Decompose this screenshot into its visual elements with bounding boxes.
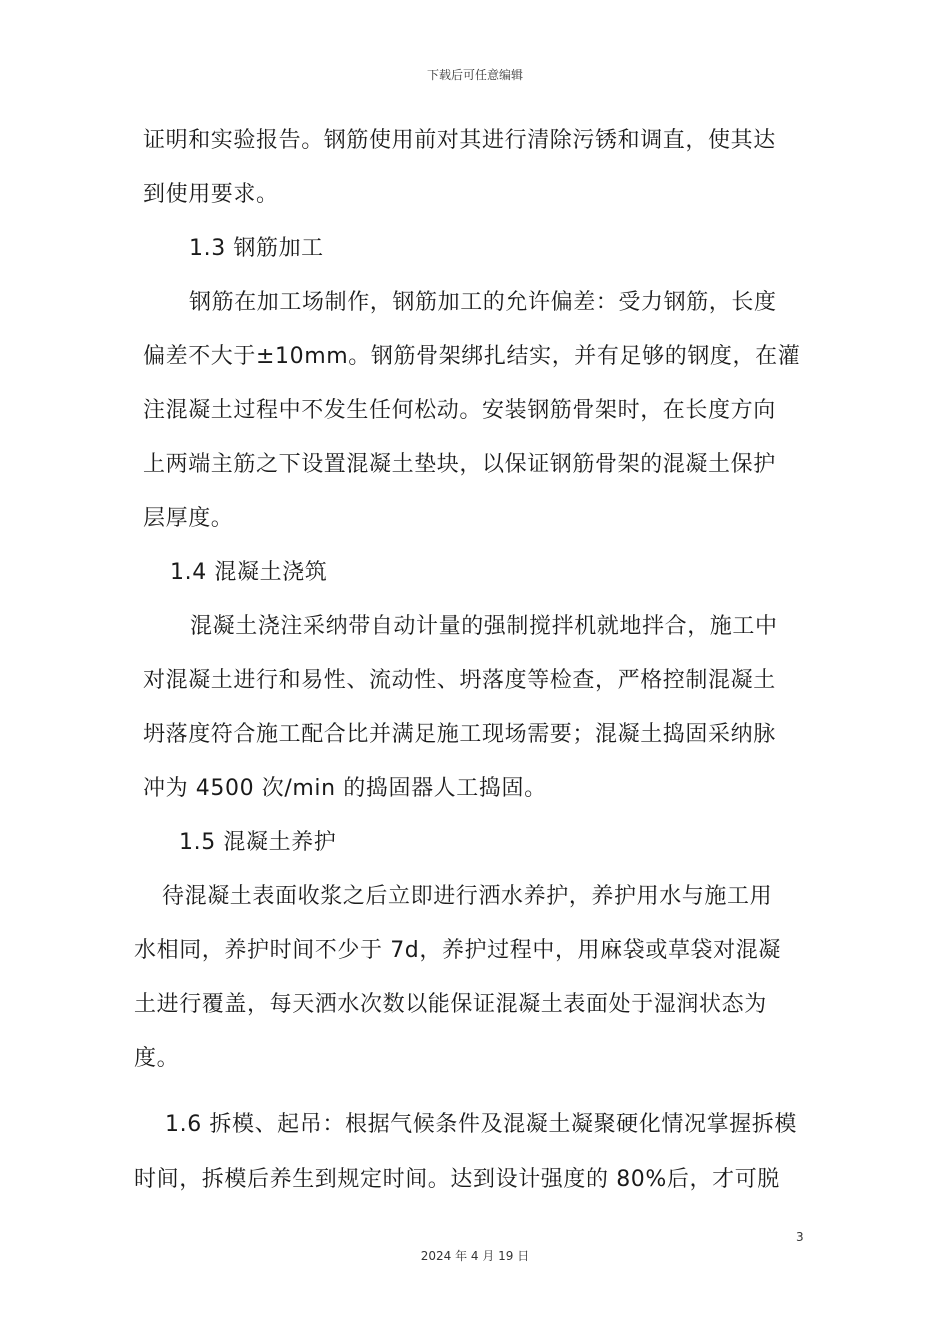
footer-date: 2024 年 4 月 19 日 — [420, 1249, 530, 1263]
text-line: 上两端主筋之下设置混凝土垫块，以保证钢筋骨架的混凝土保护 — [143, 452, 776, 477]
page-number: 3 — [796, 1230, 804, 1244]
text-line: 钢筋在加工场制作，钢筋加工的允许偏差：受力钢筋，长度 — [189, 290, 777, 315]
text-line: 待混凝土表面收浆之后立即进行洒水养护，养护用水与施工用 — [162, 884, 773, 909]
text-line: 冲为 4500 次/min 的捣固器人工捣固。 — [143, 776, 547, 801]
text-line: 土进行覆盖，每天洒水次数以能保证混凝土表面处于湿润状态为 — [134, 992, 767, 1017]
text-line: 度。 — [134, 1046, 180, 1071]
text-line: 注混凝土过程中不发生任何松动。安装钢筋骨架时，在长度方向 — [143, 398, 776, 423]
section-heading: 1.5 混凝土养护 — [179, 830, 337, 855]
text-line: 层厚度。 — [143, 506, 234, 531]
text-line: 对混凝土进行和易性、流动性、坍落度等检查，严格控制混凝土 — [143, 668, 776, 693]
page-header: 下载后可任意编辑 — [426, 68, 523, 82]
text-line: 偏差不大于±10mm。钢筋骨架绑扎结实，并有足够的钢度，在灌 — [143, 344, 801, 369]
text-line: 时间，拆模后养生到规定时间。达到设计强度的 80%后，才可脱 — [134, 1167, 780, 1192]
text-line: 水相同，养护时间不少于 7d，养护过程中，用麻袋或草袋对混凝 — [134, 938, 781, 963]
text-line: 到使用要求。 — [143, 182, 279, 207]
text-line: 坍落度符合施工配合比并满足施工现场需要；混凝土捣固采纳脉 — [143, 722, 776, 747]
section-heading: 1.4 混凝土浇筑 — [170, 560, 328, 585]
section-heading: 1.3 钢筋加工 — [189, 236, 324, 261]
section-heading: 1.6 拆模、起吊：根据气候条件及混凝土凝聚硬化情况掌握拆模 — [165, 1112, 797, 1137]
text-line: 混凝土浇注采纳带自动计量的强制搅拌机就地拌合，施工中 — [190, 614, 778, 639]
text-line: 证明和实验报告。钢筋使用前对其进行清除污锈和调直，使其达 — [143, 128, 776, 153]
